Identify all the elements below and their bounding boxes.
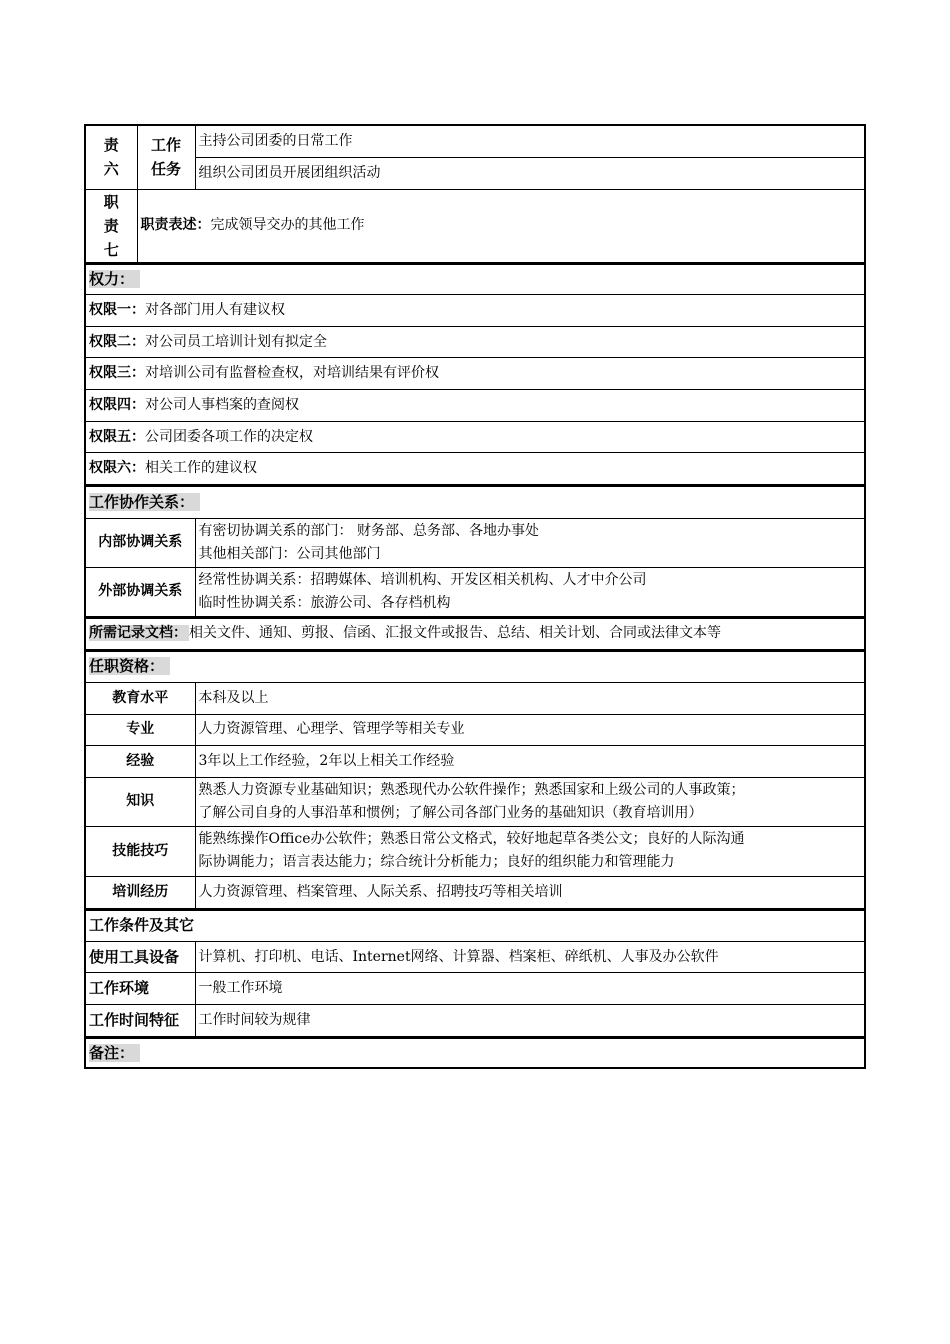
responsibility-seven-description: 职责表述：完成领导交办的其他工作	[137, 189, 865, 262]
condition-label: 使用工具设备	[85, 942, 195, 973]
records-table	[84, 617, 866, 651]
job-description-document	[84, 124, 866, 1069]
external-relations-label: 外部协调关系	[85, 567, 195, 616]
qualification-label: 知识	[85, 777, 195, 826]
notes-table	[84, 1037, 866, 1069]
authority-item: 权限三：对培训公司有监督检查权，对培训结果有评价权	[85, 358, 865, 390]
work-task-label: 工作 任务	[137, 125, 195, 189]
authority-item: 权限四：对公司人事档案的查阅权	[85, 390, 865, 422]
authority-item: 权限一：对各部门用人有建议权	[85, 295, 865, 327]
task-item: 主持公司团委的日常工作	[195, 125, 865, 157]
qualification-value: 能熟练操作Office办公软件；熟悉日常公文格式，较好地起草各类公文；良好的人际沟通 际协调能力；语言表达能力；综合统计分析能力；良好的组织能力和管理能力	[195, 826, 865, 876]
authority-table	[84, 263, 866, 486]
internal-relations-label: 内部协调关系	[85, 518, 195, 567]
task-item: 组织公司团员开展团组织活动	[195, 157, 865, 189]
responsibility-six-label: 责 六	[85, 125, 137, 189]
qualification-label: 专业	[85, 714, 195, 745]
qualification-value: 人力资源管理、档案管理、人际关系、招聘技巧等相关培训	[195, 876, 865, 908]
authority-item: 权限五：公司团委各项工作的决定权	[85, 422, 865, 453]
conditions-section-title: 工作条件及其它	[85, 910, 865, 942]
qualification-value: 熟悉人力资源专业基础知识；熟悉现代办公软件操作；熟悉国家和上级公司的人事政策； 了解公司自身的人事沿革和惯例；了解公司各部门业务的基础知识（教育培训用）	[195, 777, 865, 826]
records-row: 所需记录文档： 相关文件、通知、剪报、信函、汇报文件或报告、总结、相关计划、合同或法律文本等	[85, 618, 865, 650]
authority-item: 权限二：对公司员工培训计划有拟定全	[85, 327, 865, 358]
notes-label: 备注：	[85, 1038, 865, 1068]
authority-section-title: 权力：	[85, 264, 865, 295]
qualification-label: 教育水平	[85, 682, 195, 714]
condition-value: 一般工作环境	[195, 973, 865, 1005]
responsibility-table	[84, 124, 866, 263]
relations-section-title: 工作协作关系：	[85, 486, 865, 518]
condition-label: 工作时间特征	[85, 1005, 195, 1037]
qualifications-table	[84, 650, 866, 909]
authority-item: 权限六：相关工作的建议权	[85, 453, 865, 485]
conditions-table	[84, 909, 866, 1038]
relations-table	[84, 485, 866, 617]
responsibility-seven-label: 职 责 七	[85, 189, 137, 262]
condition-label: 工作环境	[85, 973, 195, 1005]
qualification-label: 经验	[85, 745, 195, 777]
qualification-value: 人力资源管理、心理学、管理学等相关专业	[195, 714, 865, 745]
internal-relations-detail: 有密切协调关系的部门： 财务部、总务部、各地办事处 其他相关部门：公司其他部门	[195, 518, 865, 567]
qualification-label: 技能技巧	[85, 826, 195, 876]
condition-value: 工作时间较为规律	[195, 1005, 865, 1037]
external-relations-detail: 经常性协调关系：招聘媒体、培训机构、开发区相关机构、人才中介公司 临时性协调关系：旅游公司、各存档机构	[195, 567, 865, 616]
qualifications-section-title: 任职资格：	[85, 651, 865, 682]
qualification-value: 本科及以上	[195, 682, 865, 714]
qualification-label: 培训经历	[85, 876, 195, 908]
qualification-value: 3年以上工作经验，2年以上相关工作经验	[195, 745, 865, 777]
condition-value: 计算机、打印机、电话、Internet网络、计算器、档案柜、碎纸机、人事及办公软件	[195, 942, 865, 973]
